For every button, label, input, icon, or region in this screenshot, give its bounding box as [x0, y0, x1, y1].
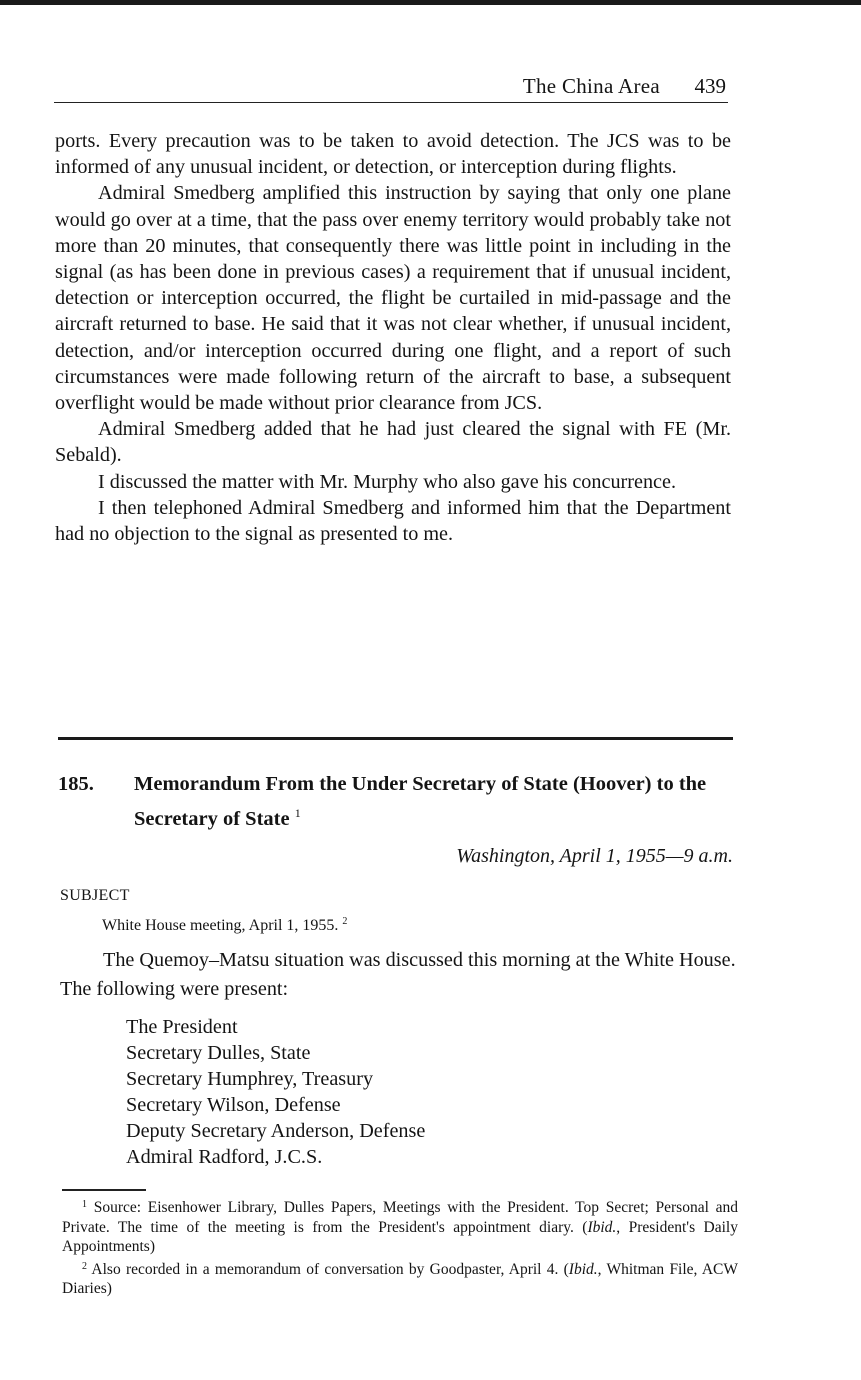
dateline: Washington, April 1, 1955—9 a.m. [456, 845, 733, 867]
section-divider [58, 737, 733, 740]
footnotes [62, 1195, 738, 1299]
list-item: Secretary Humphrey, Treasury [126, 1068, 374, 1090]
footnote [62, 1195, 738, 1257]
paragraph: ports. Every precaution was to be taken to avoid detection. The JCS was to be informed of any unusual incident, or detection, or interception during flights. [55, 130, 731, 179]
document-number: 185. [58, 773, 94, 795]
footnote-rule [62, 1189, 146, 1191]
subject-text: White House meeting, April 1, 1955. [102, 917, 339, 934]
subject-label: SUBJECT [60, 887, 130, 904]
footnote-italic: Ibid. [587, 1218, 617, 1236]
footnote-text: , President's Daily Appointments) [62, 1218, 738, 1255]
footnote-text: Also recorded in a memorandum of conversation by Goodpaster, April 4. ( [91, 1260, 569, 1278]
paragraph: I discussed the matter with Mr. Murphy who also gave his concurrence. [98, 470, 677, 493]
footnote-text: , Whitman File, ACW Diaries) [62, 1260, 738, 1297]
running-head [54, 74, 728, 103]
document-title-block [134, 770, 734, 834]
list-item: Secretary Dulles, State [126, 1042, 311, 1064]
footnote-italic: Ibid. [568, 1260, 598, 1278]
footnote [62, 1257, 738, 1299]
page-number: 439 [694, 74, 726, 98]
paragraph: Admiral Smedberg amplified this instruction by saying that only one plane would go over at a time, that the pass over enemy territory would probably take not more than 20 minutes, that consequently there was little point in including in the signal (as has been done in previous cases) a requirement that if unusual incident, detection or interception occurred, the flight be curtailed in mid-passage and the aircraft returned to base. He said that it was not clear whether, if unusual incident, detection, and/or interception occurred during one flight, and a report of such circumstances were made following return of the aircraft to base, a subsequent overflight would be made without prior clearance from JCS. [55, 182, 731, 415]
list-item: Deputy Secretary Anderson, Defense [126, 1120, 426, 1142]
list-item: The President [126, 1016, 238, 1038]
list-item: Admiral Radford, J.C.S. [126, 1146, 323, 1168]
running-head-title: The China Area [522, 74, 660, 98]
continued-body-text [55, 128, 731, 547]
list-item: Secretary Wilson, Defense [126, 1094, 341, 1116]
footnote-ref: 1 [294, 806, 301, 820]
memo-intro [60, 946, 736, 1004]
document-heading [58, 770, 734, 834]
document-title: Memorandum From the Under Secretary of State (Hoover) to the Secretary of State [134, 773, 707, 830]
footnote-ref: 2 [342, 916, 348, 927]
footnote-marker: 2 [82, 1260, 87, 1272]
footnote-text: Source: Eisenhower Library, Dulles Papers, Meetings with the President. Top Secret; Personal and Private. The time of the meeting is from the President's appointment diary. ( [62, 1199, 738, 1236]
attendee-list [126, 1014, 425, 1170]
top-edge-bar [0, 0, 861, 5]
subject-text-block [102, 916, 347, 935]
footnote-marker: 1 [82, 1199, 87, 1210]
paragraph: The Quemoy–Matsu situation was discussed this morning at the White House. The following were present: [60, 949, 736, 1000]
paragraph: I then telephoned Admiral Smedberg and informed him that the Department had no objection to the signal as presented to me. [55, 496, 731, 546]
paragraph: Admiral Smedberg added that he had just cleared the signal with FE (Mr. Sebald). [55, 418, 731, 467]
